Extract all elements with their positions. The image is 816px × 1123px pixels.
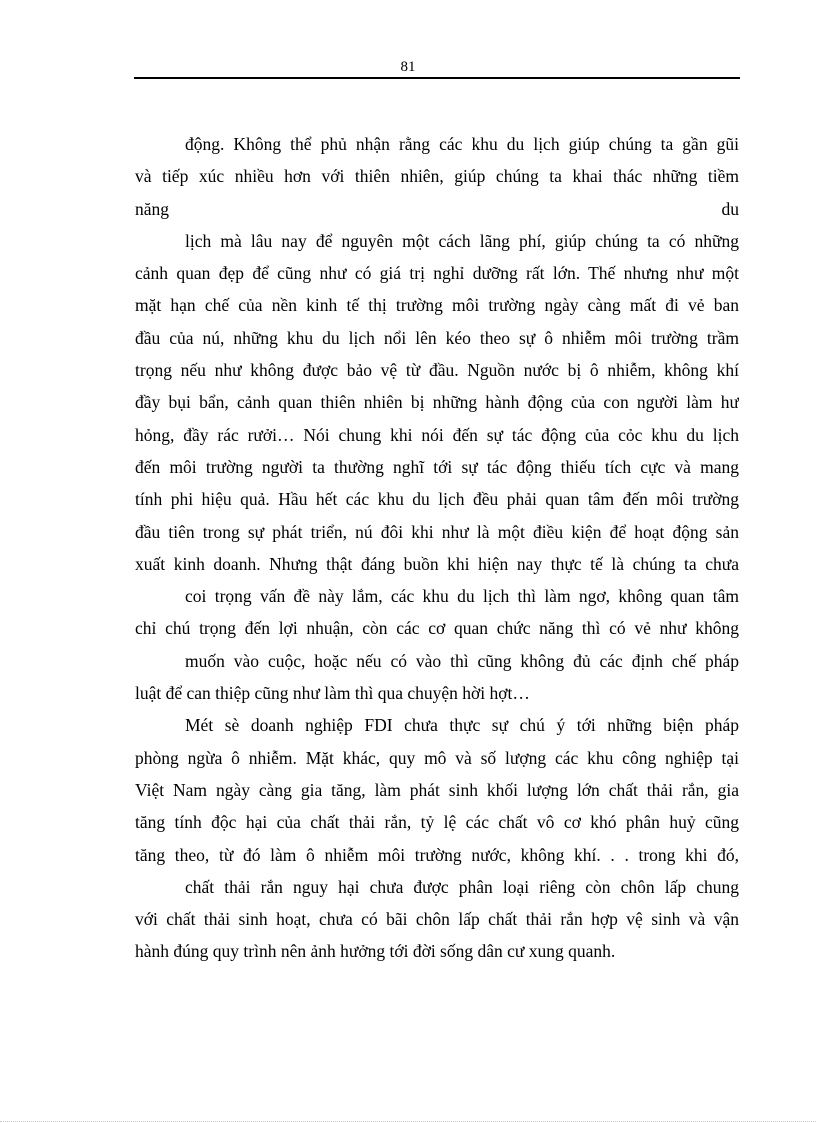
text-line: chất thải rắn nguy hại chưa được phân loại riêng còn chôn lấp chung	[185, 876, 739, 897]
page-bottom-edge	[0, 1121, 816, 1122]
text-line: coi trọng vấn đề này lắm, các khu du lịch thì làm ngơ, không quan tâm	[185, 586, 739, 607]
text-line: cảnh quan đẹp để cũng như có giá trị nghỉ dưỡng rất lớn. Thế nhưng như một	[135, 263, 739, 284]
text-line: năng du	[135, 198, 739, 219]
text-line: với chất thải sinh hoạt, chưa có bãi chôn lấp chất thải rắn hợp vệ sinh và vận	[135, 909, 739, 930]
text-line: hỏng, đầy rác rưởi… Nói chung khi nói đến sự tác động của cỏc khu du lịch	[135, 424, 739, 445]
body-text	[135, 128, 739, 968]
text-line: trọng nếu như không được bảo vệ từ đầu. Nguồn nước bị ô nhiễm, không khí	[135, 360, 739, 381]
text-line: đầu của nú, những khu du lịch nổi lên kéo theo sự ô nhiễm môi trường trầm	[135, 327, 739, 348]
text-line: tăng tính độc hại của chất thải rắn, tỷ lệ các chất vô cơ khó phân huỷ cũng	[135, 812, 739, 833]
header-rule	[134, 77, 740, 79]
text-line: động. Không thể phủ nhận rằng các khu du lịch giúp chúng ta gần gũi	[185, 134, 739, 154]
text-line: phòng ngừa ô nhiễm. Mặt khác, quy mô và số lượng các khu công nghiệp tại	[135, 747, 739, 768]
text-line: tăng theo, từ đó làm ô nhiễm môi trường nước, không khí. . . trong khi đó,	[135, 844, 739, 865]
text-line: tính phi hiệu quả. Hầu hết các khu du lịch đều phải quan tâm đến môi trường	[135, 489, 739, 510]
page-number: 81	[400, 59, 416, 75]
text-line: và tiếp xúc nhiều hơn với thiên nhiên, giúp chúng ta khai thác những tiềm	[135, 166, 739, 187]
text-line: lịch mà lâu nay để nguyên một cách lãng phí, giúp chúng ta có những	[185, 230, 739, 251]
text-line: xuất kinh doanh. Nhưng thật đáng buồn khi hiện nay thực tế là chúng ta chưa	[135, 553, 739, 574]
text-line: chỉ chú trọng đến lợi nhuận, còn các cơ quan chức năng thì có vẻ như không	[135, 618, 739, 639]
text-line: Việt Nam ngày càng gia tăng, làm phát sinh khối lượng lớn chất thải rắn, gia	[135, 779, 739, 800]
text-line: hành đúng quy trình nên ảnh hưởng tới đời sống dân cư xung quanh.	[135, 941, 616, 962]
text-line: đầu tiên trong sự phát triển, nú đôi khi như là một điều kiện để hoạt động sản	[135, 521, 739, 542]
text-line: luật để can thiệp cũng như làm thì qua chuyện hời hợt…	[135, 683, 530, 704]
text-line: mặt hạn chế của nền kinh tế thị trường môi trường ngày càng mất đi vẻ ban	[135, 295, 739, 316]
text-line: đến môi trường người ta thường nghĩ tới sự tác động thiếu tích cực và mang	[135, 456, 739, 477]
text-line: đầy bụi bẩn, cảnh quan thiên nhiên bị những hành động của con người làm hư	[135, 392, 739, 413]
text-line: muốn vào cuộc, hoặc nếu có vào thì cũng không đủ các định chế pháp	[185, 650, 739, 671]
text-line: Mét sè doanh nghiệp FDI chưa thực sự chú ý tới những biện pháp	[185, 715, 739, 736]
